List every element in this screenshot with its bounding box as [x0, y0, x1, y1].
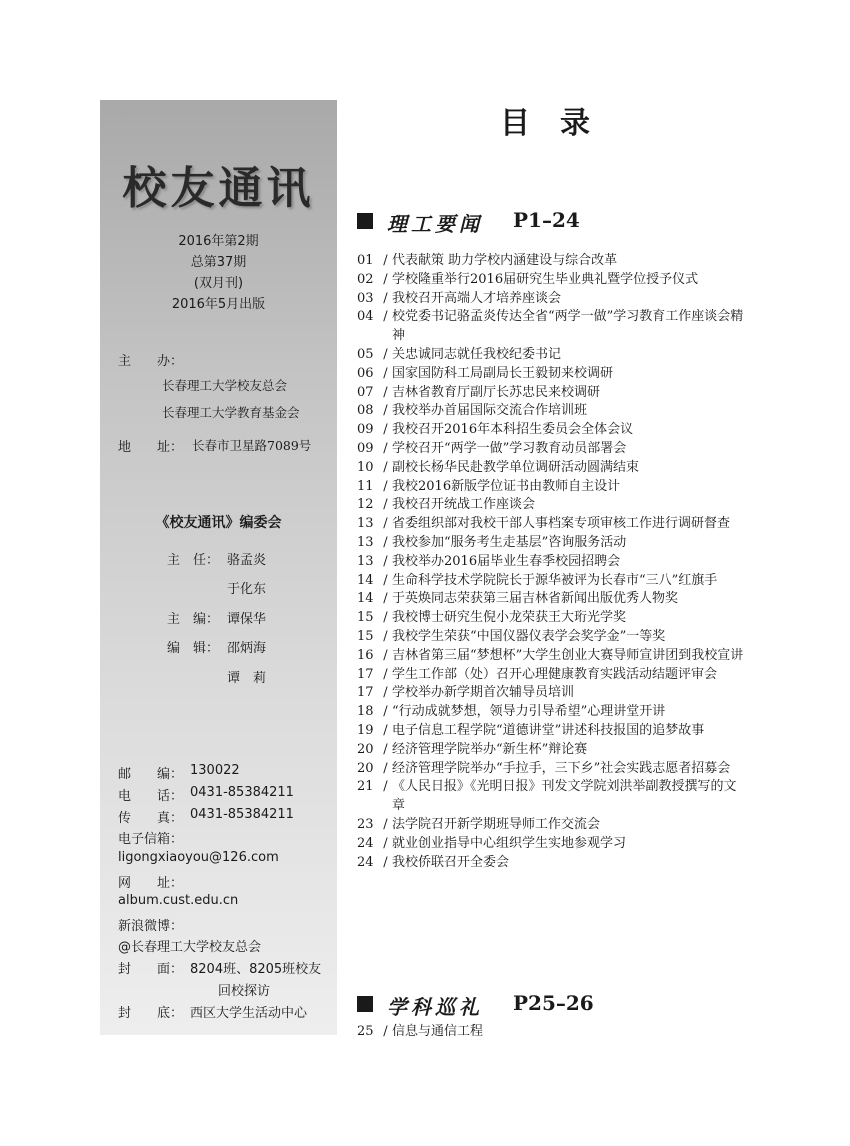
toc-entry-title: 吉林省教育厅副厅长苏忠民来校调研	[392, 384, 601, 400]
slash-separator: /	[383, 403, 388, 419]
slash-separator: /	[383, 384, 388, 400]
toc-entry	[357, 854, 747, 873]
toc-entry-page: 20	[357, 760, 374, 776]
director-name: 于化东	[227, 582, 267, 597]
toc-entry-page: 21	[357, 779, 374, 795]
toc-entry	[357, 384, 747, 403]
chief-editor-label: 主 编：	[167, 612, 220, 627]
toc-entry-page: 15	[357, 610, 374, 626]
toc-title: 目录	[500, 106, 620, 141]
address-value: 长春市卫星路7089号	[192, 438, 312, 453]
toc-entry-page: 10	[357, 459, 374, 475]
weibo-label: 新浪微博：	[118, 919, 184, 934]
toc-entry-title: 我校2016新版学位证书由教师自主设计	[392, 478, 621, 494]
toc-entry-title: 副校长杨华民赴教学单位调研活动圆满结束	[392, 459, 640, 475]
section-pages: P1–24	[513, 208, 580, 232]
toc-entry-title: 国家国防科工局副局长王毅韧来校调研	[392, 365, 614, 381]
toc-entry-page: 18	[357, 704, 374, 720]
chief-editor-name: 谭保华	[227, 612, 267, 627]
toc-entry	[357, 722, 747, 741]
toc-entry-page: 01	[357, 253, 374, 268]
section-pages: P25–26	[513, 991, 594, 1015]
director-name: 骆孟炎	[227, 553, 267, 568]
slash-separator: /	[383, 704, 388, 720]
toc-entry	[357, 572, 747, 591]
toc-entry-page: 16	[357, 647, 374, 663]
toc-entry-title: 生命科学技术学院院长于源华被评为长春市“三八”红旗手	[392, 572, 718, 588]
toc-entry	[357, 440, 747, 459]
toc-entry-page: 20	[357, 741, 374, 757]
toc-entry-page: 14	[357, 591, 374, 607]
toc-entry-title: “行动成就梦想，领导力引导希望”心理讲堂开讲	[392, 704, 666, 720]
toc-entry-page: 17	[357, 685, 374, 701]
toc-entry-page: 25	[357, 1024, 374, 1039]
toc-entry	[357, 252, 747, 271]
slash-separator: /	[383, 365, 388, 381]
editor-name: 邵炳海	[227, 641, 267, 656]
cover-value: 8204班、8205班校友	[190, 962, 322, 977]
toc-entry-page: 24	[357, 854, 374, 870]
slash-separator: /	[383, 572, 388, 588]
slash-separator: /	[383, 685, 388, 701]
toc-entry	[357, 346, 747, 365]
slash-separator: /	[383, 835, 388, 851]
sponsor-name: 长春理工大学校友总会	[162, 378, 288, 393]
toc-entry	[357, 778, 747, 816]
phone-label: 电 话：	[118, 789, 184, 804]
toc-entry-title: 我校召开高端人才培养座谈会	[392, 290, 562, 306]
issue-line: 2016年5月出版	[171, 297, 266, 312]
toc-entry	[357, 496, 747, 515]
slash-separator: /	[383, 854, 388, 870]
toc-entry-title: 我校学生荣获“中国仪器仪表学会奖学金”一等奖	[392, 628, 666, 644]
toc-entry-page: 09	[357, 440, 374, 456]
issue-info	[100, 231, 337, 315]
toc-entry	[357, 816, 747, 835]
postcode-label: 邮 编：	[118, 767, 184, 782]
back-cover-label: 封 底：	[118, 1006, 184, 1021]
toc-entry	[357, 515, 747, 534]
slash-separator: /	[383, 779, 388, 795]
website-value: album.cust.edu.cn	[118, 893, 239, 908]
toc-entry-title: 电子信息工程学院“道德讲堂”讲述科技报国的追梦故事	[392, 722, 705, 738]
toc-entry-title: 校党委书记骆孟炎传达全省“两学一做”学习教育工作座谈会精神	[392, 309, 744, 344]
toc-entry-page: 12	[357, 497, 374, 513]
cover-value: 回校探访	[218, 984, 271, 999]
toc-entry-title: 学生工作部（处）召开心理健康教育实践活动结题评审会	[392, 666, 718, 682]
toc-entry-page: 13	[357, 553, 374, 569]
toc-entry-list	[357, 252, 747, 872]
slash-separator: /	[383, 346, 388, 362]
toc-entry-title: 省委组织部对我校干部人事档案专项审核工作进行调研督查	[392, 516, 731, 532]
toc-entry-page: 06	[357, 365, 374, 381]
toc-entry	[357, 534, 747, 553]
toc-entry-page: 04	[357, 309, 374, 325]
toc-entry	[357, 741, 747, 760]
phone-value: 0431-85384211	[190, 785, 294, 800]
toc-entry-page: 02	[357, 271, 374, 287]
sponsor-label: 主 办：	[118, 354, 184, 369]
issue-line: 总第37期	[190, 255, 247, 270]
slash-separator: /	[383, 534, 388, 550]
slash-separator: /	[383, 610, 388, 626]
slash-separator: /	[383, 290, 388, 306]
toc-entry-page: 23	[357, 816, 374, 832]
toc-entry-page: 15	[357, 628, 374, 644]
toc-entry-title: 信息与通信工程	[392, 1024, 484, 1039]
slash-separator: /	[383, 309, 388, 325]
toc-entry-page: 07	[357, 384, 374, 400]
toc-entry	[357, 290, 747, 309]
website-label: 网 址：	[118, 876, 184, 891]
slash-separator: /	[383, 760, 388, 776]
toc-entry	[357, 402, 747, 421]
slash-separator: /	[383, 516, 388, 532]
issue-line: (双月刊)	[193, 276, 244, 291]
toc-entry-title: 于英焕同志荣获第三届吉林省新闻出版优秀人物奖	[392, 591, 679, 607]
slash-separator: /	[383, 253, 388, 268]
toc-entry	[357, 703, 747, 722]
postcode-value: 130022	[190, 763, 240, 778]
editors-label: 编 辑：	[167, 641, 220, 656]
toc-entry-title: 我校侨联召开全委会	[392, 854, 510, 870]
slash-separator: /	[383, 666, 388, 682]
fax-label: 传 真：	[118, 811, 184, 826]
black-square-icon	[357, 996, 373, 1012]
editor-name: 谭 莉	[227, 671, 267, 686]
slash-separator: /	[383, 628, 388, 644]
slash-separator: /	[383, 722, 388, 738]
toc-entry	[357, 647, 747, 666]
toc-entry-page: 11	[357, 478, 374, 494]
toc-entry	[357, 628, 747, 647]
section-name: 学科巡礼	[387, 995, 483, 1019]
toc-entry-title: 学校举办新学期首次辅导员培训	[392, 685, 575, 701]
slash-separator: /	[383, 440, 388, 456]
black-square-icon	[357, 213, 373, 229]
toc-entry-title: 关忠诚同志就任我校纪委书记	[392, 346, 562, 362]
toc-entry	[357, 835, 747, 854]
toc-entry-title: 经济管理学院举办“手拉手，三下乡”社会实践志愿者招募会	[392, 760, 731, 776]
toc-entry-title: 我校参加“服务考生走基层”咨询服务活动	[392, 534, 627, 550]
slash-separator: /	[383, 1024, 388, 1039]
slash-separator: /	[383, 459, 388, 475]
slash-separator: /	[383, 591, 388, 607]
email-value: ligongxiaoyou@126.com	[118, 850, 279, 865]
toc-entry-title: 法学院召开新学期班导师工作交流会	[392, 816, 601, 832]
toc-entry-page: 05	[357, 346, 374, 362]
sponsor-name: 长春理工大学教育基金会	[162, 405, 300, 420]
toc-entry-title: 代表献策 助力学校内涵建设与综合改革	[392, 253, 618, 268]
toc-entry	[357, 609, 747, 628]
toc-entry-page: 03	[357, 290, 374, 306]
toc-entry-title: 我校召开2016年本科招生委员会全体会议	[392, 422, 634, 438]
sidebar-panel	[100, 100, 337, 1035]
toc-entry	[357, 459, 747, 478]
director-label: 主 任：	[167, 553, 220, 568]
email-label: 电子信箱：	[118, 832, 184, 847]
address-label: 地 址：	[118, 440, 184, 455]
toc-entry-title: 学校隆重举行2016届研究生毕业典礼暨学位授予仪式	[392, 271, 699, 287]
slash-separator: /	[383, 422, 388, 438]
toc-entry-title: 我校召开统战工作座谈会	[392, 497, 536, 513]
editorial-board-title: 《校友通讯》编委会	[155, 515, 282, 531]
toc-entry	[357, 1023, 747, 1042]
toc-entry-page: 09	[357, 422, 374, 438]
slash-separator: /	[383, 271, 388, 287]
slash-separator: /	[383, 647, 388, 663]
toc-entry-page: 24	[357, 835, 374, 851]
slash-separator: /	[383, 478, 388, 494]
section-name: 理工要闻	[387, 212, 483, 236]
toc-entry	[357, 365, 747, 384]
slash-separator: /	[383, 497, 388, 513]
toc-entry-list	[357, 1023, 747, 1042]
toc-entry	[357, 421, 747, 440]
slash-separator: /	[383, 816, 388, 832]
toc-entry	[357, 666, 747, 685]
toc-entry	[357, 271, 747, 290]
slash-separator: /	[383, 553, 388, 569]
toc-entry-title: 我校举办2016届毕业生春季校园招聘会	[392, 553, 621, 569]
magazine-title: 校友通讯	[122, 163, 315, 214]
toc-entry-page: 14	[357, 572, 374, 588]
toc-entry-title: 学校召开“两学一做”学习教育动员部署会	[392, 440, 627, 456]
toc-entry-title: 我校博士研究生倪小龙荣获王大珩光学奖	[392, 610, 627, 626]
cover-label: 封 面：	[118, 962, 184, 977]
fax-value: 0431-85384211	[190, 807, 294, 822]
toc-entry	[357, 553, 747, 572]
toc-entry-title: 经济管理学院举办“新生杯”辩论赛	[392, 741, 588, 757]
toc-entry-page: 17	[357, 666, 374, 682]
toc-entry-title: 就业创业指导中心组织学生实地参观学习	[392, 835, 627, 851]
toc-entry-page: 19	[357, 722, 374, 738]
toc-entry-page: 13	[357, 516, 374, 532]
issue-line: 2016年第2期	[178, 234, 259, 249]
toc-entry-page: 13	[357, 534, 374, 550]
toc-entry-title: 我校举办首届国际交流合作培训班	[392, 403, 588, 419]
toc-entry	[357, 684, 747, 703]
toc-entry	[357, 478, 747, 497]
weibo-value: @长春理工大学校友总会	[118, 940, 262, 955]
slash-separator: /	[383, 741, 388, 757]
back-cover-value: 西区大学生活动中心	[190, 1006, 308, 1021]
toc-entry	[357, 760, 747, 779]
toc-entry	[357, 308, 747, 346]
toc-entry-title: 吉林省第三届“梦想杯”大学生创业大赛导师宣讲团到我校宣讲	[392, 647, 744, 663]
toc-entry	[357, 590, 747, 609]
toc-entry-page: 08	[357, 403, 374, 419]
toc-entry-title: 《人民日报》《光明日报》刊发文学院刘洪举副教授撰写的文章	[392, 779, 737, 814]
